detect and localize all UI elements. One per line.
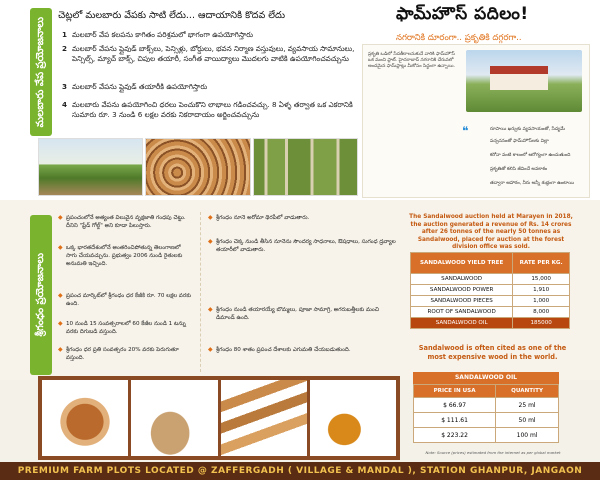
forest-trees-photo [253,138,358,196]
benefit-item: 2 మలబార్ వేపను ప్లైవుడ్ బాక్స్‌లు, పెన్సిళ్లు, బోర్డులు, భవన నిర్మాణ వస్తువులు, వ్యవసాయ సామానులు, పెన్సిల్స్, మ్యాచ్ బాక్స్, చిపుల తయారీ, సంగీత వాయిద్యాలు మొదలగు వాటికి ఉపయోగించవచ్చును [62,44,355,63]
fact-item: ◆ ప్రపంచ మార్కెట్‌లో శ్రీగంధం ధర కేజీకి రూ. 70 లక్షల వరకు ఉంది. [58,292,192,307]
sandalwood-powder-photo [131,380,217,456]
table-cell: SANDALWOOD PIECES [411,296,513,307]
carved-elephant-photo [42,380,128,456]
benefits-side-label: మలబారు వేప ప్రయోజనాలు [30,8,52,136]
table-cell: $ 66.97 [414,398,496,413]
fact-item: ◆ శ్రీగంధం నూనె అరోమా థెరపీలో వాడుతారు. [208,214,310,221]
table-row [411,285,570,296]
cited-text: Sandalwood is often cited as one of the most expensive wood in the world. [418,344,567,361]
auction-text: The Sandalwood auction held at Marayen in 2018, the auction generated a revenue of Rs. 14 crores after 26 tonnes of the nearly 50 tonnes as Sandalwood, placed for auction at the forest division office was sold. [409,214,573,250]
fact-item: ◆ శ్రీగంధం చెక్క నుండి తీసిన నూనెను సౌందర్య సాధనాలు, ఔషధాలు, సుగంధ ద్రవ్యాల తయారీలో వాడుతారు. [208,238,396,253]
table-cell: 1,910 [513,285,570,296]
table-header: PRICE IN USA [414,385,496,398]
table-cell: SANDALWOOD [411,274,513,285]
table-row [411,307,570,318]
page-subtitle: నగరానికి దూరంగా.. ప్రకృతికి దగ్గరగా.. [396,33,522,43]
table-cell: 100 ml [496,428,559,443]
fact-item: ◆ 10 నుండి 15 సంవత్సరాలలో 60 కేజీల నుండి 1 టన్ను వరకు దిగుబడి వస్తుంది. [58,320,186,335]
table-row [411,274,570,285]
table-cell: 185000 [513,318,570,329]
table-cell: 1,000 [513,296,570,307]
table-header: QUANTITY [496,385,559,398]
fact-item: ◆ ప్రపంచంలోనే అత్యంత విలువైన వృక్షజాతి గంధపు చెట్టు. దీనిని "ఫ్రేడ్ గోల్డ్" అని కూడా పిలుస్తారు. [58,214,186,229]
quote-icon: ❝ [462,124,469,138]
sandalwood-side-label: శ్రీగంధం ప్రయోజనాలు [30,215,52,375]
farmhouse-line: ప్రకృతితో కలిసి జీవించే అవకాశం [490,167,548,172]
farmhouse-description: ప్రకృతి ఒడిలో సేదతీరాలనుకునే వారికి ఫామ్‌హౌస్ ఒక మంచి ప్లాట్. హైదరాబాద్ నగరానికి చేరువలో అందమైన ఫామ్‌ప్లాట్లు మీకోసం సిద్ధంగా ఉన్నాయి. [368,52,455,70]
house-icon [490,66,548,90]
table-cell: ROOT OF SANDALWOOD [411,307,513,318]
table-row [414,428,559,443]
fact-item: ◆ ఒక్క భారతదేశంలోనే అంతరించిపోతున్న తెలంగాణలో సాగు చేయవచ్చును. ప్రభుత్వం 2006 నుండి రైతులకు అనుమతి ఇచ్చింది. [58,244,183,267]
table-row [411,296,570,307]
benefit-item: 1 మలబార్ వేప కలపను కాగితం పరిశ్రమలో భాగంగా ఉపయోగిస్తారు [62,30,253,39]
benefit-item: 4 మలబారు వేపను ఉపయోగించి ధరలు పెంచుకొని లాభాలు గడించవచ్చు. 8 ఏళ్ళ తర్వాత ఒక ఎకరానికి సుమారు రూ. 3 నుండి 6 లక్షల వరకు నికరాదాయం అర్జించవచ్చును [62,100,353,119]
table-row [411,318,570,329]
page-title: ఫామ్‌హౌస్ పదిలం! [396,4,529,24]
fact-item: ◆ శ్రీగంధం నుండి తయారయ్యే బొమ్మలు, పూజా సామాగ్రి, అగరుబత్తీలకు మంచి డిమాండ్ ఉంది. [208,306,379,321]
table-cell: SANDALWOOD POWER [411,285,513,296]
sandalwood-oil-photo [310,380,396,456]
oil-table [413,384,559,443]
timber-logs-photo [145,138,250,196]
benefit-item: 3 మలబార్ వేపను ప్లైవుడ్ తయారీకి ఉపయోగిస్తారు [62,82,208,91]
farmhouse-line: రూపాయి ఖర్చుకు వ్యవసాయంతో, సేద్యమే [490,127,566,132]
table-cell: 50 ml [496,413,559,428]
farmhouse-line: పచ్చదనంతో ఫామ్‌హౌస్‌లకు విల్లా [490,139,549,144]
table-cell: 25 ml [496,398,559,413]
table-header: SANDALWOOD YIELD TREE [411,253,513,274]
table-header: RATE PER KG. [513,253,570,274]
table-row [414,398,559,413]
bottom-banner: PREMIUM FARM PLOTS LOCATED @ ZAFFERGADH ( VILLAGE & MANDAL ), STATION GHANPUR, JANGAON [0,462,600,480]
table-cell: SANDALWOOD OIL [411,318,513,329]
table-cell: 8,000 [513,307,570,318]
tagline: చెట్లలో మలబారు వేపకు సాటి లేదు... ఆదాయానికి కొదవ లేదు [58,10,286,21]
table-cell: 15,000 [513,274,570,285]
divider [200,212,201,372]
product-photo-row [38,376,400,460]
farmhouse-line: కరోనా వంటి కాలంలో ఆరోగ్యంగా ఉంచుతుంది [490,153,571,158]
oil-table-title: SANDALWOOD OIL [413,372,559,384]
tree-photo-strip [38,138,358,196]
table-cell: $ 223.22 [414,428,496,443]
fact-item: ◆ శ్రీగంధం ధర ప్రతి సంవత్సరం 20% వరకు పెరుగుతూ వస్తుంది. [58,346,179,361]
fact-item: ◆ శ్రీగంధం 80 శాతం ప్రపంచ దేశాలకు ఎగుమతి చేయబడుతుంది. [208,346,351,353]
sandalwood-sticks-photo [221,380,307,456]
farmhouse-line: తద్వారా ఆహారం, నీరు అన్నీ శుభ్రంగా ఉంటాయి [490,181,575,186]
footnote: Note: Source (prices) estimated from the internet as per global market [425,450,561,455]
plantation-photo [38,138,143,196]
table-cell: $ 111.61 [414,413,496,428]
yield-table [410,252,570,329]
table-row [414,413,559,428]
